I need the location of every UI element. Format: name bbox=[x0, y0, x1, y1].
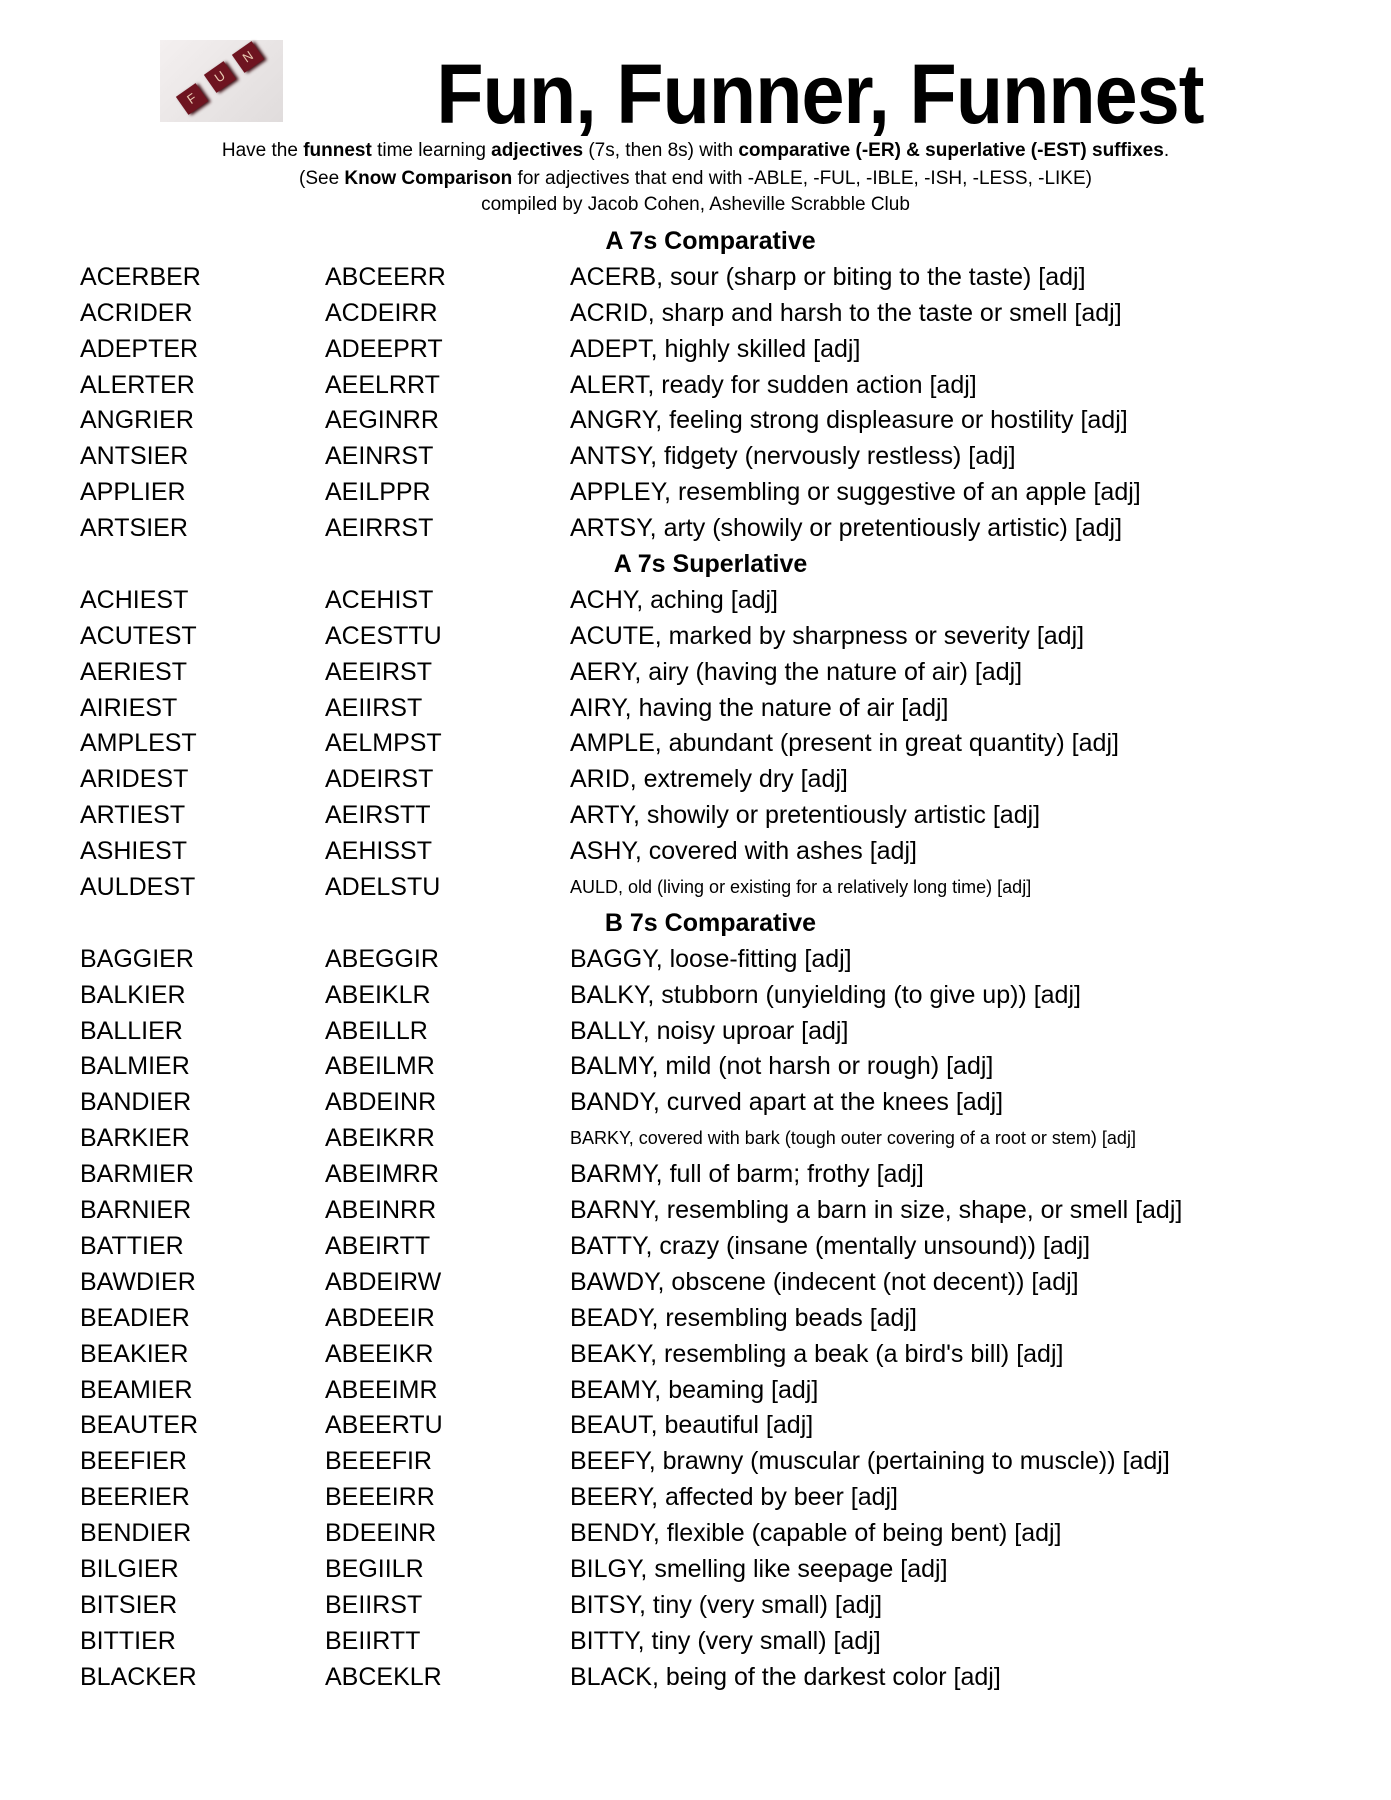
word: AMPLEST bbox=[80, 729, 197, 758]
definition: BALMY, mild (not harsh or rough) [adj] bbox=[570, 1052, 994, 1081]
word-row bbox=[0, 870, 1391, 906]
definition: BAGGY, loose-fitting [adj] bbox=[570, 944, 852, 973]
definition: BLACK, being of the darkest color [adj] bbox=[570, 1662, 1001, 1691]
alphagram: AEHISST bbox=[325, 837, 432, 866]
definition: ALERT, ready for sudden action [adj] bbox=[570, 370, 977, 399]
alphagram: BEIIRTT bbox=[325, 1626, 421, 1655]
word: BARNIER bbox=[80, 1196, 192, 1225]
word-row bbox=[0, 1337, 1391, 1373]
alphagram: ABDEINR bbox=[325, 1088, 437, 1117]
fun-tiles-logo bbox=[160, 40, 283, 122]
alphagram: ABEIRTT bbox=[325, 1231, 431, 1260]
alphagram: ACDEIRR bbox=[325, 298, 438, 327]
alphagram: ABEIMRR bbox=[325, 1160, 439, 1189]
word-row bbox=[0, 1229, 1391, 1265]
word: BARMIER bbox=[80, 1160, 194, 1189]
see-also-line bbox=[0, 168, 1391, 190]
credit-line: compiled by Jacob Cohen, Asheville Scrabble Club bbox=[481, 194, 910, 215]
alphagram: AEEIRST bbox=[325, 657, 432, 686]
definition: BEAKY, resembling a beak (a bird's bill) [adj] bbox=[570, 1339, 1064, 1368]
word: BATTIER bbox=[80, 1231, 184, 1260]
alphagram: AEINRST bbox=[325, 442, 434, 471]
definition: BARKY, covered with bark (tough outer covering of a root or stem) [adj] bbox=[570, 1128, 1136, 1149]
word: AULDEST bbox=[80, 873, 196, 902]
word-row bbox=[0, 260, 1391, 296]
definition: AERY, airy (having the nature of air) [adj] bbox=[570, 657, 1023, 686]
intro-text-segment: funnest bbox=[303, 140, 372, 161]
word: BEAUTER bbox=[80, 1411, 199, 1440]
word: BAGGIER bbox=[80, 944, 194, 973]
alphagram: ABEEIMR bbox=[325, 1375, 438, 1404]
alphagram: AEELRRT bbox=[325, 370, 440, 399]
alphagram: ADELSTU bbox=[325, 873, 441, 902]
alphagram: ABCEKLR bbox=[325, 1662, 442, 1691]
logo-tile: N bbox=[232, 41, 264, 73]
alphagram: BEEEFIR bbox=[325, 1447, 432, 1476]
word-row bbox=[0, 1193, 1391, 1229]
alphagram: AEIRRST bbox=[325, 514, 434, 543]
intro-text-segment: Know Comparison bbox=[344, 168, 513, 189]
alphagram: BDEEINR bbox=[325, 1519, 437, 1548]
alphagram: ABEINRR bbox=[325, 1196, 437, 1225]
definition: BATTY, crazy (insane (mentally unsound)) [adj] bbox=[570, 1231, 1091, 1260]
word: ACHIEST bbox=[80, 585, 189, 614]
definition: ARTY, showily or pretentiously artistic [adj] bbox=[570, 801, 1041, 830]
intro-text-segment: (See bbox=[299, 168, 345, 189]
word: ACERBER bbox=[80, 262, 201, 291]
definition: ACUTE, marked by sharpness or severity [adj] bbox=[570, 621, 1085, 650]
word: BLACKER bbox=[80, 1662, 197, 1691]
definition: ANTSY, fidgety (nervously restless) [adj] bbox=[570, 442, 1016, 471]
word: ARTIEST bbox=[80, 801, 186, 830]
word: ASHIEST bbox=[80, 837, 187, 866]
word: ACRIDER bbox=[80, 298, 193, 327]
intro-text-segment: . bbox=[1163, 140, 1170, 161]
word-row bbox=[0, 475, 1391, 511]
word-row bbox=[0, 691, 1391, 727]
word: ADEPTER bbox=[80, 334, 199, 363]
definition: BALLY, noisy uproar [adj] bbox=[570, 1016, 849, 1045]
word-row bbox=[0, 798, 1391, 834]
word-row bbox=[0, 403, 1391, 439]
definition: APPLEY, resembling or suggestive of an apple [adj] bbox=[570, 478, 1141, 507]
word-row bbox=[0, 1516, 1391, 1552]
definition: BEERY, affected by beer [adj] bbox=[570, 1483, 899, 1512]
alphagram: ABEEIKR bbox=[325, 1339, 434, 1368]
word: BALKIER bbox=[80, 980, 186, 1009]
word-row bbox=[0, 1265, 1391, 1301]
definition: BAWDY, obscene (indecent (not decent)) [adj] bbox=[570, 1267, 1079, 1296]
intro-text-segment: for adjectives that end with -ABLE, -FUL, -IBLE, -ISH, -LESS, -LIKE) bbox=[512, 168, 1092, 189]
alphagram: AEIIRST bbox=[325, 693, 423, 722]
alphagram: ADEIRST bbox=[325, 765, 434, 794]
word-row bbox=[0, 1660, 1391, 1696]
word: BEEFIER bbox=[80, 1447, 187, 1476]
definition: ANGRY, feeling strong displeasure or hostility [adj] bbox=[570, 406, 1128, 435]
intro-text-segment: Have the bbox=[221, 140, 304, 161]
alphagram: AEGINRR bbox=[325, 406, 439, 435]
definition: BEEFY, brawny (muscular (pertaining to muscle)) [adj] bbox=[570, 1447, 1170, 1476]
word-row bbox=[0, 1408, 1391, 1444]
word-row bbox=[0, 368, 1391, 404]
word: BEADIER bbox=[80, 1303, 190, 1332]
word: BAWDIER bbox=[80, 1267, 196, 1296]
word-row bbox=[0, 1373, 1391, 1409]
word: ACUTEST bbox=[80, 621, 197, 650]
word-row bbox=[0, 1444, 1391, 1480]
definition: BARMY, full of barm; frothy [adj] bbox=[570, 1160, 924, 1189]
definition: ACRID, sharp and harsh to the taste or smell [adj] bbox=[570, 298, 1122, 327]
alphagram: ADEEPRT bbox=[325, 334, 443, 363]
word: AIRIEST bbox=[80, 693, 178, 722]
alphagram: ABEIKRR bbox=[325, 1124, 435, 1153]
word: BITSIER bbox=[80, 1590, 178, 1619]
word-row bbox=[0, 1157, 1391, 1193]
definition: BEAUT, beautiful [adj] bbox=[570, 1411, 814, 1440]
word-row bbox=[0, 1301, 1391, 1337]
definition: AULD, old (living or existing for a relatively long time) [adj] bbox=[570, 877, 1032, 898]
word: BEERIER bbox=[80, 1483, 190, 1512]
section-heading: A 7s Superlative bbox=[613, 550, 808, 579]
word-row bbox=[0, 511, 1391, 547]
alphagram: ABEGGIR bbox=[325, 944, 439, 973]
word: BANDIER bbox=[80, 1088, 192, 1117]
intro-text-segment: (7s, then 8s) with bbox=[583, 140, 739, 161]
word-row bbox=[0, 583, 1391, 619]
definition: ARID, extremely dry [adj] bbox=[570, 765, 848, 794]
alphagram: ACESTTU bbox=[325, 621, 442, 650]
word: APPLIER bbox=[80, 478, 186, 507]
word-row bbox=[0, 726, 1391, 762]
alphagram: ACEHIST bbox=[325, 585, 434, 614]
alphagram: ABDEEIR bbox=[325, 1303, 435, 1332]
definition: BEADY, resembling beads [adj] bbox=[570, 1303, 917, 1332]
alphagram: AELMPST bbox=[325, 729, 442, 758]
page-title: Fun, Funner, Funnest bbox=[436, 47, 1204, 141]
alphagram: BEEEIRR bbox=[325, 1483, 435, 1512]
definition: ARTSY, arty (showily or pretentiously artistic) [adj] bbox=[570, 514, 1123, 543]
word-row bbox=[0, 1588, 1391, 1624]
word: BILGIER bbox=[80, 1554, 179, 1583]
word: ANTSIER bbox=[80, 442, 189, 471]
definition: AIRY, having the nature of air [adj] bbox=[570, 693, 949, 722]
definition: AMPLE, abundant (present in great quantity) [adj] bbox=[570, 729, 1119, 758]
word-row bbox=[0, 296, 1391, 332]
definition: BITTY, tiny (very small) [adj] bbox=[570, 1626, 881, 1655]
word: BITTIER bbox=[80, 1626, 176, 1655]
word-row bbox=[0, 655, 1391, 691]
alphagram: AEIRSTT bbox=[325, 801, 431, 830]
definition: BANDY, curved apart at the knees [adj] bbox=[570, 1088, 1004, 1117]
word-row bbox=[0, 762, 1391, 798]
word: ARIDEST bbox=[80, 765, 189, 794]
word-row bbox=[0, 1085, 1391, 1121]
intro-text-segment: adjectives bbox=[491, 140, 584, 161]
word-row bbox=[0, 1552, 1391, 1588]
word: AERIEST bbox=[80, 657, 187, 686]
alphagram: ABEILMR bbox=[325, 1052, 435, 1081]
word-row bbox=[0, 834, 1391, 870]
word: BENDIER bbox=[80, 1519, 192, 1548]
word-row bbox=[0, 1014, 1391, 1050]
word: ALERTER bbox=[80, 370, 195, 399]
word-list bbox=[0, 224, 1391, 1696]
definition: BARNY, resembling a barn in size, shape, or smell [adj] bbox=[570, 1196, 1183, 1225]
definition: ACERB, sour (sharp or biting to the taste) [adj] bbox=[570, 262, 1086, 291]
intro-text-segment: time learning bbox=[371, 140, 492, 161]
word-row bbox=[0, 332, 1391, 368]
word-row bbox=[0, 1121, 1391, 1157]
word-row bbox=[0, 619, 1391, 655]
alphagram: BEIIRST bbox=[325, 1590, 423, 1619]
word-row bbox=[0, 1480, 1391, 1516]
word: BEAMIER bbox=[80, 1375, 193, 1404]
section-heading: A 7s Comparative bbox=[605, 227, 816, 255]
word: ANGRIER bbox=[80, 406, 194, 435]
alphagram: ABEIKLR bbox=[325, 980, 431, 1009]
logo-tile: F bbox=[176, 83, 208, 115]
alphagram: ABEILLR bbox=[325, 1016, 428, 1045]
definition: ASHY, covered with ashes [adj] bbox=[570, 837, 917, 866]
word-row bbox=[0, 942, 1391, 978]
intro-text-segment: comparative (-ER) & superlative (-EST) suffixes bbox=[738, 140, 1164, 161]
word: BARKIER bbox=[80, 1124, 190, 1153]
word: BALMIER bbox=[80, 1052, 190, 1081]
definition: BALKY, stubborn (unyielding (to give up)) [adj] bbox=[570, 980, 1081, 1009]
alphagram: AEILPPR bbox=[325, 478, 431, 507]
word-row bbox=[0, 1049, 1391, 1085]
word-row bbox=[0, 978, 1391, 1014]
alphagram: BEGIILR bbox=[325, 1554, 424, 1583]
definition: BITSY, tiny (very small) [adj] bbox=[570, 1590, 883, 1619]
definition: BILGY, smelling like seepage [adj] bbox=[570, 1554, 948, 1583]
word-row bbox=[0, 439, 1391, 475]
alphagram: ABEERTU bbox=[325, 1411, 443, 1440]
logo-tile: U bbox=[204, 61, 236, 93]
definition: ACHY, aching [adj] bbox=[570, 585, 778, 614]
definition: BENDY, flexible (capable of being bent) [adj] bbox=[570, 1519, 1062, 1548]
word: BEAKIER bbox=[80, 1339, 189, 1368]
word-row bbox=[0, 1624, 1391, 1660]
intro-line bbox=[0, 140, 1391, 162]
alphagram: ABDEIRW bbox=[325, 1267, 442, 1296]
alphagram: ABCEERR bbox=[325, 262, 446, 291]
word: BALLIER bbox=[80, 1016, 183, 1045]
word: ARTSIER bbox=[80, 514, 188, 543]
definition: ADEPT, highly skilled [adj] bbox=[570, 334, 861, 363]
section-heading: B 7s Comparative bbox=[604, 908, 817, 937]
definition: BEAMY, beaming [adj] bbox=[570, 1375, 819, 1404]
